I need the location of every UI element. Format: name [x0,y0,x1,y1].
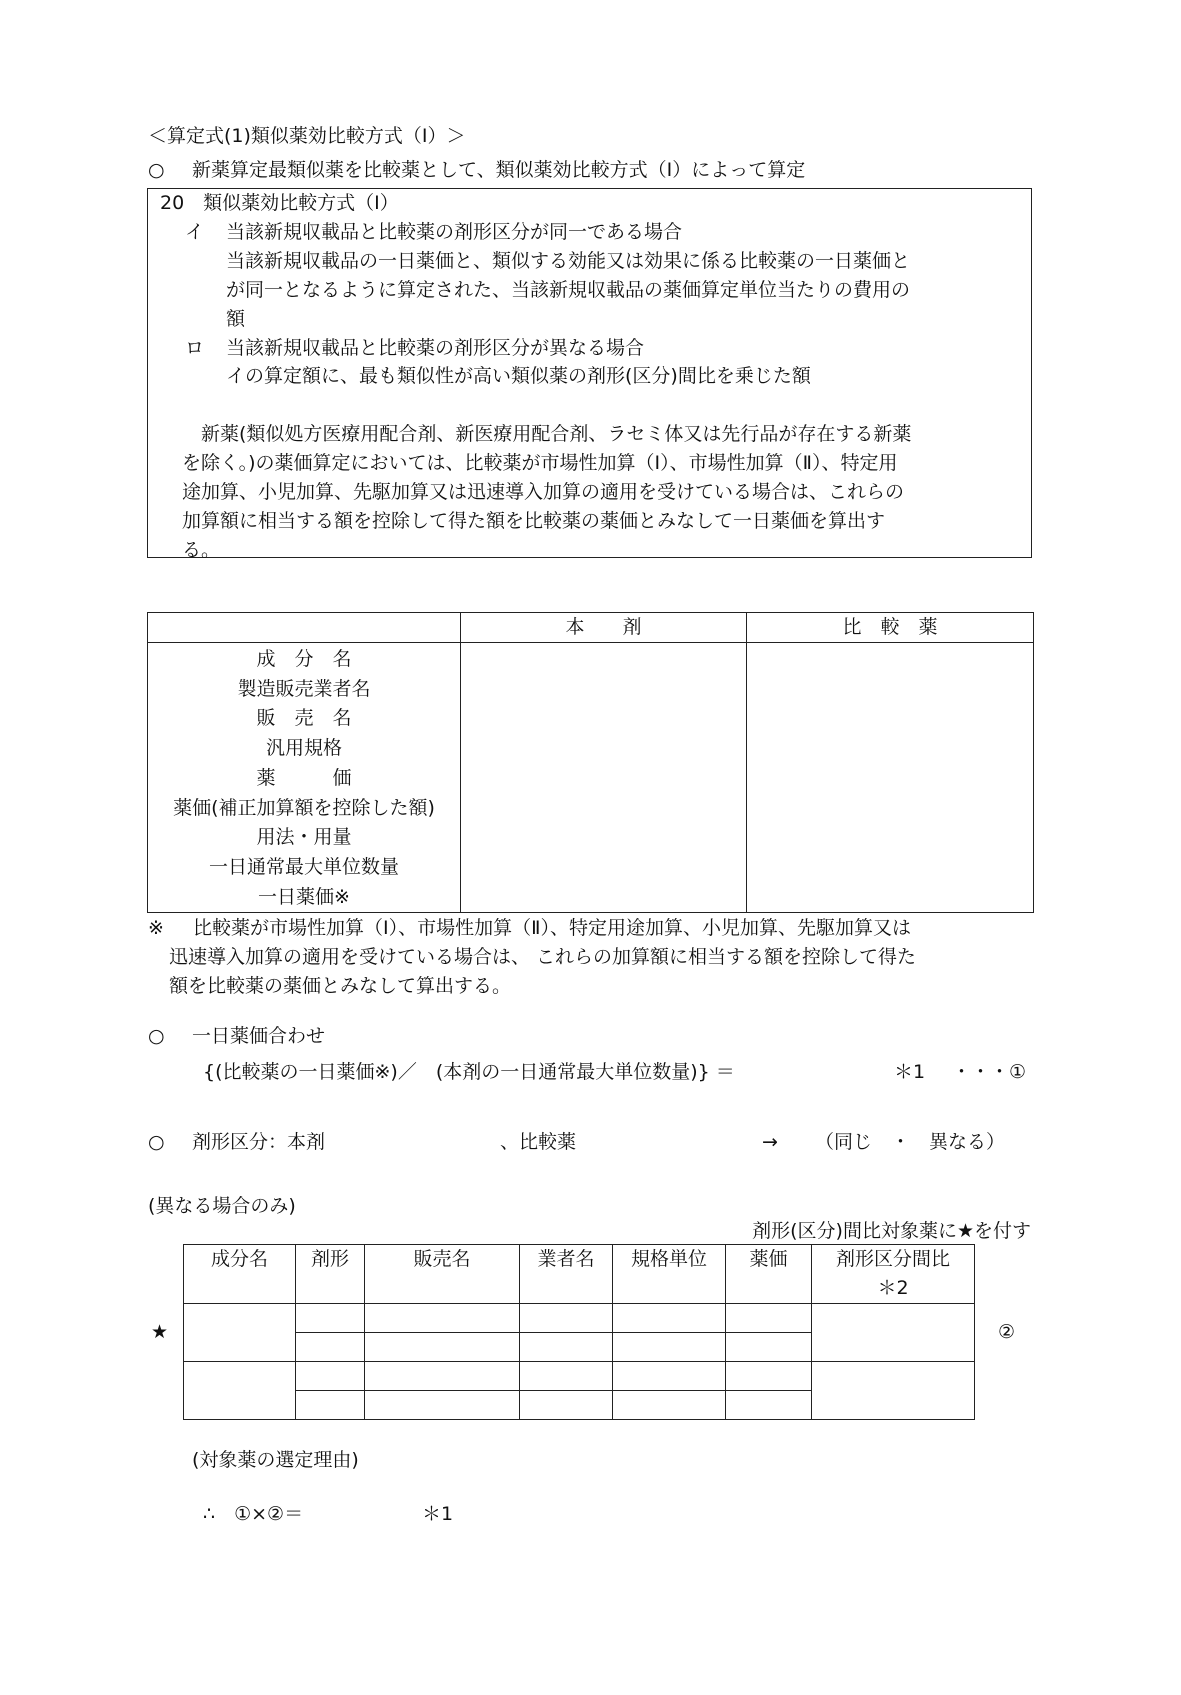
ratio-cell-ratio-1[interactable] [812,1304,975,1362]
ratio-header-unit: 規格単位 [613,1245,726,1304]
ratio-cell[interactable] [520,1333,613,1362]
row-label-daily-price: 一日薬価※ [258,885,350,908]
ratio-header-ratio-label: 剤形区分間比 [835,1248,950,1270]
daily-formula: {(比較薬の一日薬価※)／ (本剤の一日通常最大単位数量)} ＝ [203,1061,735,1083]
ratio-table [183,1244,975,1420]
note-line-1: 比較薬が市場性加算（Ⅰ）、市場性加算（Ⅱ）、特定用途加算、小児加算、先駆加算又は [193,917,911,939]
comparison-main-values[interactable] [461,643,747,913]
rule-i-mark: イ [185,221,205,243]
comparison-table [147,612,1034,913]
note-line-3: 額を比較薬の薬価とみなして算出する。 [169,975,512,997]
daily-dots: ・・・① [952,1061,1027,1083]
result-ref: ＊1 [422,1503,454,1525]
rule-ro-body: イの算定額に、最も類似性が高い類似薬の剤形(区分)間比を乗じた額 [226,365,811,387]
ratio-cell[interactable] [726,1304,812,1333]
star-note: 剤形(区分)間比対象薬に★を付す [752,1220,1031,1242]
note-mark: ※ [148,917,164,939]
diff-only-label: (異なる場合のみ) [148,1195,296,1217]
form-label-main: 剤形区分：本剤 [192,1131,326,1153]
row-label-ingredient: 成 分 名 [256,648,352,670]
intro-text: 新薬算定最類似薬を比較薬として、類似薬効比較方式（Ⅰ）によって算定 [192,159,806,181]
ratio-header-ratio-ref: ＊2 [877,1277,909,1299]
ratio-cell[interactable] [613,1304,726,1333]
comparison-header-compare: 比 較 薬 [747,613,1034,643]
ratio-cell[interactable] [613,1362,726,1391]
ratio-cell[interactable] [613,1391,726,1420]
arrow-right-icon: → [762,1131,778,1153]
ratio-cell[interactable] [296,1333,365,1362]
form-choice[interactable]: （同じ ・ 異なる） [815,1131,1006,1153]
comparison-header-blank [148,613,461,643]
ratio-cell[interactable] [726,1391,812,1420]
ratio-cell-ingredient-1[interactable] [184,1304,296,1362]
intro-bullet: ○ [148,159,165,181]
page-title: ＜算定式(1)類似薬効比較方式（Ⅰ）＞ [148,125,466,147]
rule-para-2: を除く。)の薬価算定においては、比較薬が市場性加算（Ⅰ）、市場性加算（Ⅱ）、特定用 [182,452,898,474]
ratio-cell[interactable] [296,1362,365,1391]
comparison-header-main: 本 剤 [461,613,747,643]
selection-reason-label: (対象薬の選定理由) [192,1449,359,1471]
ratio-cell[interactable] [726,1333,812,1362]
rule-i-title: 当該新規収載品と比較薬の剤形区分が同一である場合 [226,221,683,243]
ratio-cell[interactable] [613,1333,726,1362]
ratio-cell[interactable] [365,1391,520,1420]
ratio-header-company: 業者名 [520,1245,613,1304]
ratio-cell[interactable] [365,1333,520,1362]
daily-ref: ＊1 [894,1061,926,1083]
comparison-row-labels [148,643,461,913]
ratio-cell-ingredient-2[interactable] [184,1362,296,1420]
row-label-manufacturer: 製造販売業者名 [237,677,371,700]
ratio-cell[interactable] [520,1304,613,1333]
ratio-cell-ratio-2[interactable] [812,1362,975,1420]
star-icon: ★ [151,1321,169,1343]
form-bullet: ○ [148,1131,165,1153]
row-label-adjusted-price: 薬価(補正加算額を控除した額) [173,796,435,819]
rule-i-line3: 額 [226,308,246,330]
ratio-cell[interactable] [296,1304,365,1333]
rule-para-5: る。 [182,539,221,561]
circle-two-marker: ② [998,1321,1016,1343]
row-label-brand: 販 売 名 [256,707,352,730]
daily-title: 一日薬価合わせ [192,1025,326,1047]
rule-ro-mark: ロ [185,337,205,359]
ratio-header-ratio [812,1245,975,1304]
result-formula: ∴ ①×②＝ [203,1503,304,1525]
rule-title: 20 類似薬効比較方式（Ⅰ） [160,192,399,214]
note-line-2: 迅速導入加算の適用を受けている場合は、 これらの加算額に相当する額を控除して得た [169,946,917,968]
row-label-dosage: 用法・用量 [256,826,352,849]
ratio-cell[interactable] [365,1362,520,1391]
daily-bullet: ○ [148,1025,165,1047]
rule-para-1: 新薬(類似処方医療用配合剤、新医療用配合剤、ラセミ体又は先行品が存在する新薬 [182,423,912,445]
ratio-cell[interactable] [365,1304,520,1333]
ratio-cell[interactable] [520,1391,613,1420]
ratio-header-price: 薬価 [726,1245,812,1304]
ratio-cell[interactable] [520,1362,613,1391]
rule-ro-title: 当該新規収載品と比較薬の剤形区分が異なる場合 [226,337,645,359]
ratio-cell[interactable] [296,1391,365,1420]
rule-para-4: 加算額に相当する額を控除して得た額を比較薬の薬価とみなして一日薬価を算出す [182,510,886,532]
rule-i-line1: 当該新規収載品の一日薬価と、類似する効能又は効果に係る比較薬の一日薬価と [226,250,911,272]
row-label-price: 薬 価 [256,766,352,789]
ratio-header-brand: 販売名 [365,1245,520,1304]
ratio-cell[interactable] [726,1362,812,1391]
row-label-standard: 汎用規格 [265,737,342,760]
ratio-header-ingredient: 成分名 [184,1245,296,1304]
row-label-max-units: 一日通常最大単位数量 [208,855,399,878]
form-label-compare: 、比較薬 [500,1131,577,1153]
ratio-header-form: 剤形 [296,1245,365,1304]
rule-para-3: 途加算、小児加算、先駆加算又は迅速導入加算の適用を受けている場合は、これらの [182,481,905,503]
rule-i-line2: が同一となるように算定された、当該新規収載品の薬価算定単位当たりの費用の [226,279,911,301]
comparison-compare-values[interactable] [747,643,1034,913]
